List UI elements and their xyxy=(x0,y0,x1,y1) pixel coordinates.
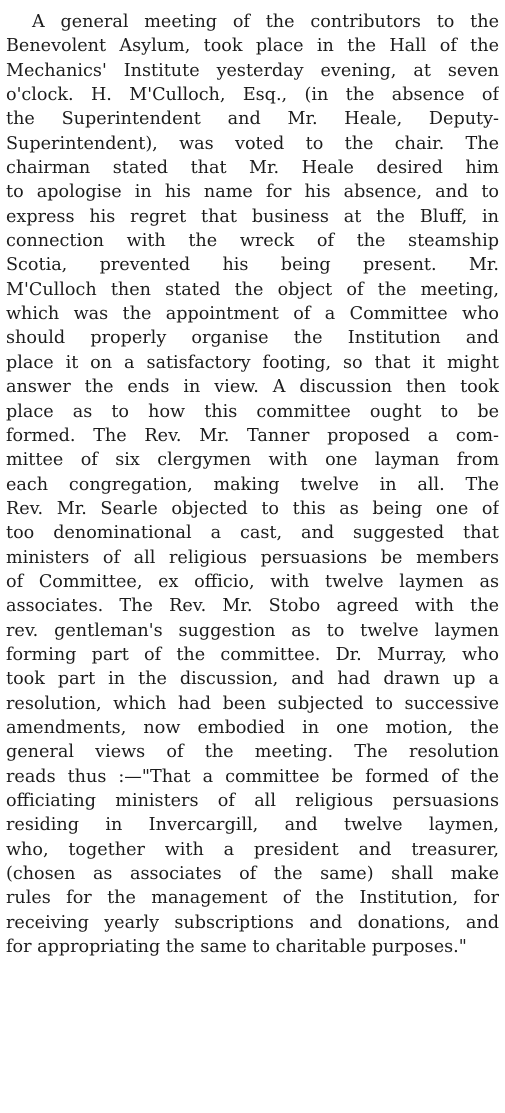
article-line: ministers of all religious persuasions be members xyxy=(6,547,499,568)
article-line: reads thus :—"That a committee be formed of the xyxy=(6,766,499,787)
article-line: associates. The Rev. Mr. Stobo agreed with the xyxy=(6,596,499,617)
article-line: too denominational a cast, and suggested that xyxy=(6,523,499,544)
article-line: express his regret that business at the Bluff, in xyxy=(6,206,499,227)
article-line: Mechanics' Institute yesterday evening, at seven xyxy=(6,60,499,81)
article-line: o'clock. H. M'Culloch, Esq., (in the absence of xyxy=(6,85,499,106)
article-line: place it on a satisfactory footing, so that it might xyxy=(6,352,499,373)
article-line: forming part of the committee. Dr. Murray, who xyxy=(6,644,499,665)
article-line: chairman stated that Mr. Heale desired him xyxy=(6,158,499,179)
article-line: formed. The Rev. Mr. Tanner proposed a com- xyxy=(6,425,499,446)
article-line: general views of the meeting. The resolution xyxy=(6,742,499,763)
article-line: officiating ministers of all religious persuasions xyxy=(6,791,499,811)
article-line: who, together with a president and treasurer, xyxy=(6,839,499,860)
article-line: Scotia, prevented his being present. Mr. xyxy=(6,255,499,276)
article-line: of Committee, ex officio, with twelve laymen as xyxy=(6,571,499,592)
article-line: receiving yearly subscriptions and donations, and xyxy=(6,912,499,933)
article-line: Benevolent Asylum, took place in the Hall of the xyxy=(6,36,499,57)
article-line: should properly organise the Institution and xyxy=(6,328,499,349)
article-line: resolution, which had been subjected to successive xyxy=(6,693,499,714)
article-line: place as to how this committee ought to be xyxy=(6,401,499,422)
article-line: rules for the management of the Institution, for xyxy=(6,888,499,909)
article-line: answer the ends in view. A discussion then took xyxy=(6,377,499,398)
article-line: A general meeting of the contributors to the xyxy=(32,12,499,32)
article-line: which was the appointment of a Committee who xyxy=(6,304,499,325)
article-line: each congregation, making twelve in all. The xyxy=(6,474,499,495)
article-line: amendments, now embodied in one motion, the xyxy=(6,717,499,738)
article-line: for appropriating the same to charitable purposes." xyxy=(6,937,467,958)
article-line: connection with the wreck of the steamship xyxy=(6,231,499,252)
article-body xyxy=(6,10,499,959)
article-line: Rev. Mr. Searle objected to this as being one of xyxy=(6,498,499,519)
article-line: took part in the discussion, and had drawn up a xyxy=(6,669,499,690)
article-line: (chosen as associates of the same) shall make xyxy=(6,864,499,885)
article-line: M'Culloch then stated the object of the meeting, xyxy=(6,279,499,300)
article-line: the Superintendent and Mr. Heale, Deputy- xyxy=(6,109,499,130)
article-line: residing in Invercargill, and twelve laymen, xyxy=(6,815,499,836)
article-line: mittee of six clergymen with one layman from xyxy=(6,450,499,471)
article-line: Superintendent), was voted to the chair. The xyxy=(6,133,499,154)
article-line: rev. gentleman's suggestion as to twelve laymen xyxy=(6,620,499,641)
article-line: to apologise in his name for his absence, and to xyxy=(6,182,499,203)
